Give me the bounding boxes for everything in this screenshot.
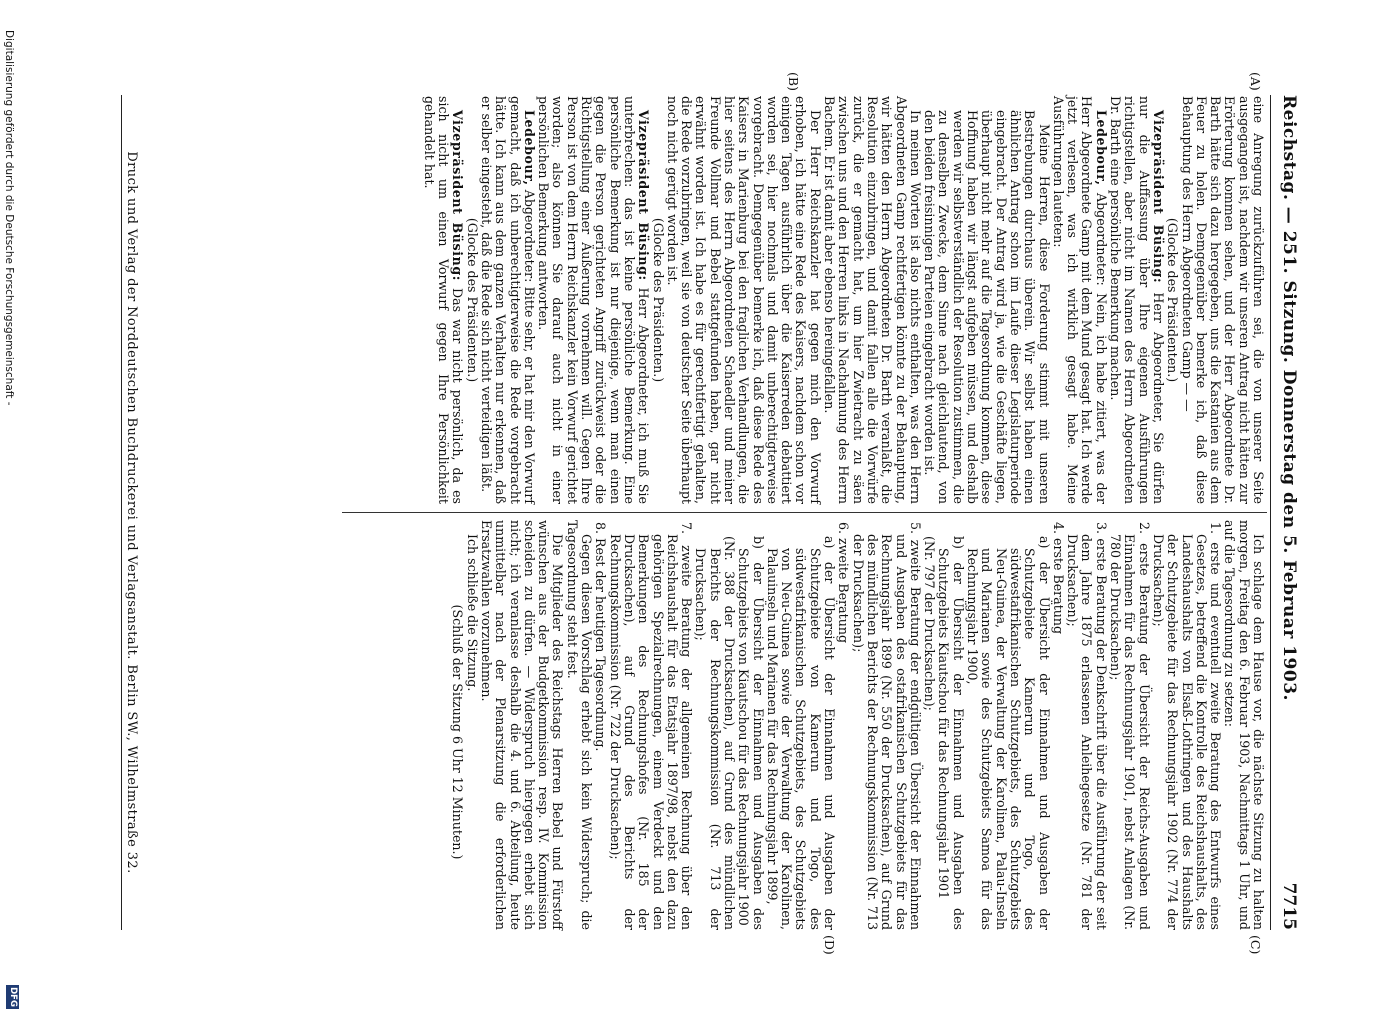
page-number: 7715 [1279,882,1299,930]
agenda-subitem: (Nr. 797 der Drucksachen); [922,536,938,711]
digitization-credit: Digitalisierung gefördert durch die Deutsche Forschungsgemeinschaft - [3,30,15,406]
paragraph: Die Mitglieder des Reichstags Herren Bebel und Fürstoff wünschen aus der Budgetkommission resp. IV. Kommission scheiden zu dürfen. — Widerspruch hiergegen erhebt sich nicht; ich veranlasse deshalb die 4. und 6. Abteilung, heute unmittelbar nach der Plenarsitzung die erforderlichen Ersatzwahlen vorzunehmen. [478,520,566,930]
agenda-subitem: a) der Übersicht der Einnahmen und Ausgaben der Schutzgebiete von Kamerun und Togo, des südwestafrikanischen Schutzgebiets, des Schutzgebiets von Neu-Guinea sowie der Verwaltung der Karolinen, Palauinseln und Marianen für das Rechnungsjahr 1899, [764,536,838,930]
right-column [450,520,1265,930]
paragraph [1108,96,1165,504]
agenda-item: 5. zweite Beratung der endgültigen Übersicht der Einnahmen und Ausgaben des ostafrikanischen Schutzgebiets für das Rechnungsjahr 1899 (Nr. 550 der Drucksachen), auf Grund des mündlichen Berichts der Rechnungskommission (Nr. 713 der Drucksachen); [850,522,923,930]
margin-marker-c: (C) [1248,935,1263,955]
speaker-name: Ledebour, [521,110,537,186]
speech-text: Das war nicht persönlich, da es sich nicht um einen Vorwurf gegen Ihre Persönlichkeit gehandelt hat. [421,96,466,504]
agenda-subitem: b) der Übersicht der Einnahmen und Ausgaben des Schutzgebiets Kiautschou für das Rechnungsjahr 1901 [936,536,966,930]
speech-text: Abgeordneter: Nein, ich habe zitiert, was der Herr Abgeordnete Gamp mit dem Mund gesagt hat. Ich werde jetzt verlesen, was ich wirklich gesagt habe. Meine Ausführungen lauteten: [1050,96,1109,504]
page-title: Reichstag. — 251. Sitzung. Donnerstag den 5. Februar 1903. [1279,95,1299,701]
paragraph: Der Herr Reichskanzler hat gegen mich den Vorwurf erhoben, ich hätte eine Rede des Kaisers, nachdem schon vor einigen Tagen ausführlich über die Kaiserreden debattiert worden sei, hier nochmals und damit unberechtigterweise vorgebracht. Demgegenüber bemerke ich, daß diese Rede des Kaisers in Marienburg bei den fraglichen Verhandlungen, die hier seitens des Herrn Abgeordneten Schaedler und meiner Freunde Vollmar und Bebel stattgefunden haben, gar nicht erwähnt worden ist. Ich habe es für gerechtfertigt gehalten, die Rede vorzubringen, weil sie von deutscher Seite überhaupt noch nicht gerügt worden ist. [664,96,823,504]
column-divider [342,512,1267,513]
session-end-note: (Schluß der Sitzung 6 Uhr 12 Minuten.) [450,604,466,860]
agenda-item: 2. erste Beratung der Übersicht der Reichs-Ausgaben und Einnahmen für das Rechnungsjahr 1901, nebst Anlagen (Nr. 780 der Drucksachen); [1108,522,1152,930]
paragraph: In meinen Worten ist also nichts enthalten, was den Herrn Abgeordneten Gamp rechtfertigen könnte zu der Behauptung, wir hätten den Herrn Abgeordneten Dr. Barth veranlaßt, die Resolution einzubringen, und damit fallen alle die Vorwürfe zurück, die er gemacht hat, um hier Zwietracht zu säen zwischen uns und den Herren links in Nachahmung des Herrn Bachem. Er ist damit aber ebenso hereingefallen. [822,96,923,504]
agenda-subitem: a) der Übersicht der Einnahmen und Ausgaben der Schutzgebiete Kamerun und Togo, des südwestafrikanischen Schutzgebiets, des Schutzgebiets Neu-Guinea, der Verwaltung der Karolinen, Palau-Inseln und Marianen sowie des Schutzgebiets Samoa für das Rechnungsjahr 1900, [965,536,1052,930]
page-header [1270,95,1305,930]
footer-rule [121,95,122,930]
stage-direction: (Glocke des Präsidenten.) [650,217,666,383]
paragraph: eine Anregung zurückzuführen sei, die von unserer Seite ausgegangen ist, nachdem wir unseren Antrag nicht hätten zur Erörterung kommen sehen, und der Herr Abgeordnete Dr. Barth hätte sich dazu hergegeben, uns die Kastanien aus dem Feuer zu holen. Demgegenüber bemerke ich, daß diese Behauptung des Herrn Abgeordneten Gamp — — [1179,96,1266,504]
agenda-item: 1. erste und eventuell zweite Beratung des Entwurfs eines Gesetzes, betreffend die Kontrolle des Reichshaushalts, des Landeshaushalts von Elsaß-Lothringen und des Haushalts der Schutzgebiete für das Rechnungsjahr 1902 (Nr. 774 der Drucksachen); [1150,522,1224,930]
speaker-name: Vizepräsident Büsing: [450,110,466,282]
paragraph [479,96,536,504]
margin-marker-a: (A) [1248,72,1263,91]
paragraph [421,96,464,504]
margin-marker-d: (D) [822,935,837,955]
stage-direction: (Glocke des Präsidenten.) [464,217,480,383]
speech-text: Abgeordneter: Bitte sehr, er hat mir den Vorwurf gemacht, daß ich unberechtigterweise die Rede vorgebracht hätte. Ich kann aus dem ganzen Verhalten nur erkennen, daß er selber eingesteht, daß die Rede sich nicht verteidigen läßt. [478,96,537,504]
paragraph: Ich schlage dem Hause vor, die nächste Sitzung zu halten morgen, Freitag den 6. Februar 1903, Nachmittags 1 Uhr, und auf die Tagesordnung zu setzen: [1222,520,1266,930]
agenda-item: 4. erste Beratung [1050,522,1066,635]
paragraph: Gegen diesen Vorschlag erhebt sich kein Widerspruch; die Tagesordnung steht fest. [564,520,595,930]
speaker-name: Vizepräsident Büsing: [636,110,652,281]
paragraph [536,96,650,504]
left-column [421,96,1265,504]
margin-marker-b: (B) [786,72,801,91]
dfg-logo: DFG [6,985,19,1009]
quotation: Meine Herren, diese Forderung stimmt mit unseren Bestrebungen durchaus überein. Wir selbst haben einen ähnlichen Antrag schon im Laufe dieser Legislaturperiode eingebracht. Der Antrag wird ja, wie die Geschäfte liegen, überhaupt nicht mehr auf die Tagesordnung kommen, diese Hoffnung haben wir längst aufgeben müssen, und deshalb werden wir selbstverständlich der Resolution zustimmen, die zu denselben Zwecke, dem Sinne nach gleichlautend, von den beiden freisinnigen Parteien eingebracht worden ist. [922,110,1052,504]
speech-text: Herr Abgeordneter, ich muß Sie unterbrechen: das ist keine persönliche Bemerkung. Eine persönliche Bemerkung ist nur diejenige, wenn man einen gegen die Person gerichteten Angriff zurückweist oder die Richtigstellung einer Äußerung vornehmen will. Gegen Ihre Person ist von dem Herrn Reichskanzler kein Vorwurf gerichtet worden; also können Sie darauf auch nicht in einer persönlichen Bemerkung antworten. [536,96,652,504]
speech-text: Herr Abgeordneter, Sie dürfen nur die Auffassung über Ihre eigenen Ausführungen richtigstellen, aber nicht im Namen des Herrn Abgeordneten Dr. Barth eine persönliche Bemerkung machen. [1108,96,1166,504]
speaker-name: Vizepräsident Büsing: [1150,110,1166,284]
paragraph: Ich schließe die Sitzung. [464,534,480,692]
agenda-item: 6. zweite Beratung [836,522,852,644]
agenda-item: 8. Rest der heutigen Tagesordnung. [593,522,609,752]
speaker-name: Ledebour, [1093,110,1109,186]
agenda-subitem: b) der Übersicht der Einnahmen und Ausgaben des Schutzgebiets von Kiautschou für das Rechnungsjahr 1900 [736,536,766,930]
agenda-item: 3. erste Beratung der Denkschrift über die Ausführung der seit dem Jahre 1875 erlassenen Anleihegesetze (Nr. 781 der Drucksachen); [1065,522,1109,930]
agenda-subitem: (Nr. 388 der Drucksachen), auf Grund des mündlichen Berichts der Rechnungskommission (Nr. 713 der Drucksachen); [693,536,738,930]
agenda-item: 7. zweite Beratung der allgemeinen Rechnung über den Reichshaushalt für das Etatsjahr 1897/98, nebst den dazu gehörigen Spezialrechnungen, einem Verdeckt und den Bemerkungen des Rechnungshofes (Nr. 185 der Drucksachen), auf Grund des Berichts der Rechnungskommission (Nr. 722 der Drucksachen); [607,522,695,930]
stage-direction: (Glocke des Präsidenten.) [1165,217,1181,383]
paragraph [1051,96,1108,504]
imprint-footer: Druck und Verlag der Norddeutschen Buchdruckerei und Verlagsanstalt. Berlin SW., Wilhelmstraße 32. [124,151,139,874]
